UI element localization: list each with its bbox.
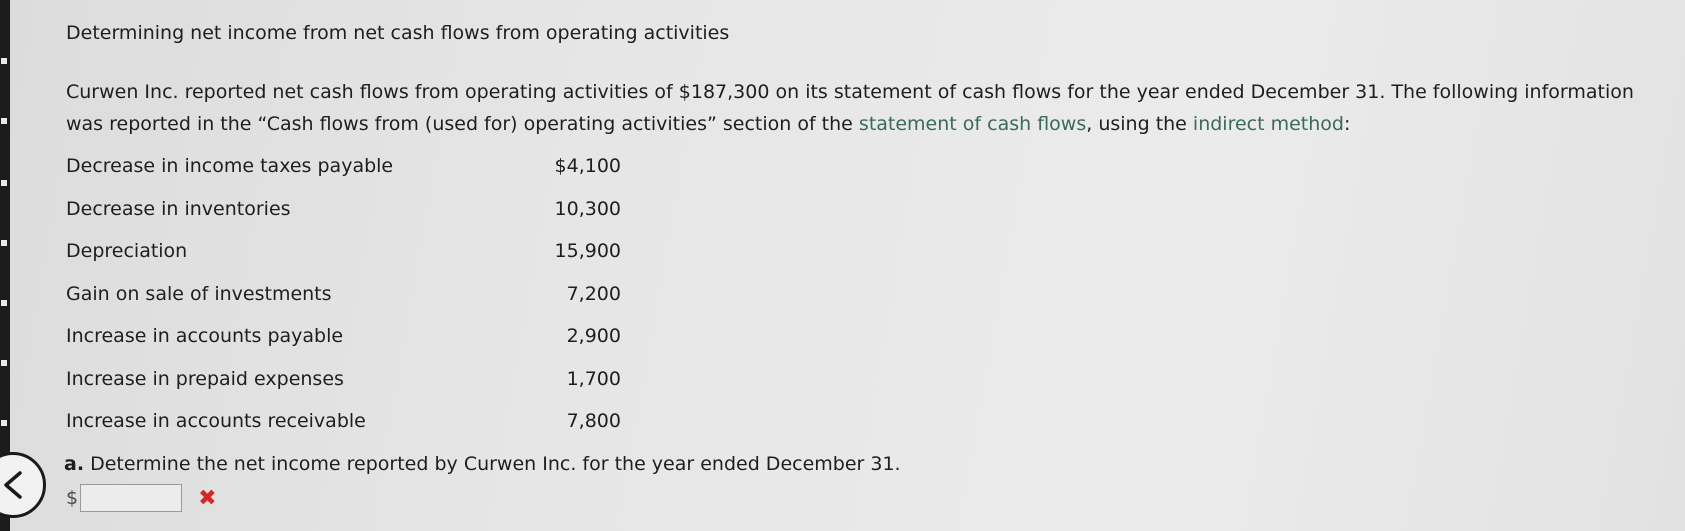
item-value: 15,900 [554,240,621,263]
table-row [66,273,621,316]
strip-tick [1,180,7,186]
strip-tick [1,420,7,426]
problem-statement [66,76,1666,140]
table-row [66,358,621,401]
answer-row [66,483,217,513]
operating-activities-table [66,145,621,443]
table-row [66,188,621,231]
currency-symbol: $ [66,487,79,509]
table-row [66,230,621,273]
chevron-left-icon [3,471,23,499]
back-button[interactable] [0,452,46,518]
question-a [64,453,901,475]
question-text: Determine the net income reported by Curwen Inc. for the year ended December 31. [84,453,901,475]
statement-of-cash-flows-term[interactable]: statement of cash flows [858,113,1087,135]
item-value: 7,200 [566,282,621,305]
item-label: Increase in accounts payable [66,325,344,348]
table-row [66,145,621,188]
intro-text: , using the [1086,113,1193,135]
item-label: Depreciation [66,240,188,263]
item-label: Decrease in inventories [66,197,291,220]
item-value: 1,700 [566,367,621,390]
item-value: 7,800 [566,410,621,433]
intro-text: Curwen Inc. reported net cash flows from operating activities of $187,300 on its statement of cash flows for the year ended December 31. The following information was reported in the “Cash flows from (used for) operating activities” section of the [66,81,1634,135]
strip-tick [1,118,7,124]
item-label: Decrease in income taxes payable [66,155,394,178]
item-value: $4,100 [554,155,621,178]
question-prefix: a. [64,453,85,475]
table-row [66,315,621,358]
item-label: Increase in accounts receivable [66,410,366,433]
item-value: 10,300 [554,197,621,220]
table-row [66,400,621,443]
indirect-method-term[interactable]: indirect method [1192,113,1344,135]
strip-tick [1,360,7,366]
item-label: Gain on sale of investments [66,282,332,305]
item-label: Increase in prepaid expenses [66,367,344,390]
net-income-input[interactable] [80,484,182,512]
incorrect-x-icon: ✖ [198,485,217,511]
strip-tick [1,300,7,306]
intro-text: : [1343,113,1351,135]
page-title: Determining net income from net cash flows from operating activities [66,22,730,44]
item-value: 2,900 [566,325,621,348]
strip-tick [1,240,7,246]
strip-tick [1,58,7,64]
